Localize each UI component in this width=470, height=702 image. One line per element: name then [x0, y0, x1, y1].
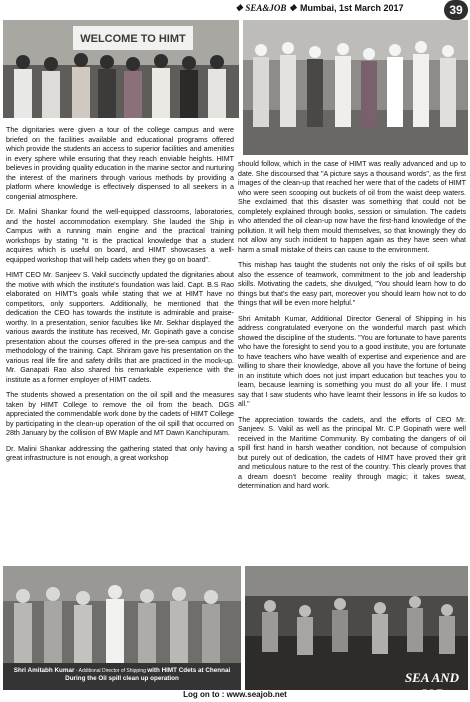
paragraph: The dignitaries were given a tour of the college campus and were briefed on the facilities available and educational programs offered which provide the students an access to superior facilities and amenities in every sphere while ensuring that they reach enviable heights. HIMT believes in providing quality education in the marine sector and nurturing the interest of the mariners through various methods by providing a platform where knowledge is effectively dispensed to all seekers in a congenial atmosphere. — [6, 126, 234, 201]
paragraph: HIMT CEO Mr. Sanjeev S. Vakil succinctly updated the dignitaries about the motive with which the institute's foundation was laid. Capt. B.S Rao elaborated on HIMT's goals while stating that we at HIMT have no competitors, only supporters. Additionally, he mentioned that the dedication the CEO has towards the institute is admirable and praise-worthy. In a presentation, senior faculties like Mr. Sekhar displayed the various awards the institute has received, Mr. Gopinath gave a concise presentation about the courses offered in the pre-sea campus and the methodology of the training. Capt. Shriram gave his presentation on the various real life fire and safety drills that are practiced in the mock-up. Mr. Ganapati Rao also shared his remarkable experience with the institute as a former employer of HIMT cadets. — [6, 271, 234, 384]
paragraph: The students showed a presentation on the oil spill and the measures taken by HIMT College to remove the oil from the beach. DGS appreciated the commendable work done by the cadets of HIMT College by participating in the clean-up operation of the oil spill that occurred on 28th January by the collision of BW Maple and MT Dawn Kanchipuram. — [6, 391, 234, 437]
page-header — [0, 0, 470, 20]
paragraph: Dr. Malini Shankar found the well-equipped classrooms, laboratories, and the hostel accommodation exemplary. She lauded the Ship in Campus with a running main engine and the practical training workshops by stating "It is the practical knowledge that a student acquires which is useful on board, and HIMT showcases a well-equipped workshop that will help cadets when they go on board". — [6, 208, 234, 264]
photo-caption — [4, 667, 240, 691]
article-column-1 — [6, 126, 234, 470]
caption-text: with HIMT Cdets at Chennai — [147, 667, 231, 674]
caption-name: Shri Amitabh Kumar — [13, 667, 75, 674]
banner-text: WELCOME TO HIMT — [80, 33, 186, 45]
paragraph: The appreciation towards the cadets, and the efforts of CEO Mr. Sanjeev. S. Vakil as well as the principal Mr. C.P Gopinath were well received in the Maritime Community. By combating the dangers of oil spill first hand in harsh weather condition, not because of compulsion but purely out of dedication, the cadets of HIMT have proved their grit and meticulous nature to the rest of the country. This clearly proves that a dream doesn't become reality through magic; it takes sweat, determination and hard work. — [238, 415, 466, 490]
footer-url[interactable]: Log on to : www.seajob.net — [183, 690, 287, 699]
brand-logo: SEA AND JOB — [404, 670, 460, 701]
publication-logo: ❖ SEA&JOB ❖ — [235, 3, 297, 13]
page-number-badge: 39 — [444, 0, 468, 20]
paragraph: Shri Amitabh Kumar, Additional Director General of Shipping in his address congratulated everyone on the wonderful march past which showed the discipline of the students. "You are fortunate to have parents who have the foresight to send you to a good institute, you are fortunate to have teachers who have wealth of expertise and experience and are willing to share their knowledge, above all you have the fortune of being in an institute which does not just impart education but teaches you to learn, because learning is something you must do all your life. I must say that I saw students who have learnt their lessons in life so kudos to all." — [238, 314, 466, 408]
caption-line-2: During the Oil spill clean up operation — [65, 675, 179, 682]
article-column-2 — [238, 160, 466, 498]
caption-role: - Additional Director of Shipping — [74, 668, 148, 674]
photo-campus-tour — [243, 20, 468, 155]
issue-date: Mumbai, 1st March 2017 — [300, 3, 404, 13]
paragraph: Dr. Malini Shankar addressing the gathering stated that only having a great infrastructure is not enough, a great workshop — [6, 444, 234, 462]
photo-dignitaries-group — [3, 20, 239, 118]
paragraph: should follow, which in the case of HIMT was really advanced and up to date. She discoursed that "A picture says a thousand words", as the first images of the clean-up that reached her were that of the cadets of HIMT who were seen scooping out buckets of oil from the waist deep waters. She exclaimed that this disaster was something that could not be completely explained through books, session or simulation. The cadets who attended the oil clean-up now have the first-hand knowledge of the pollution. It will help them mould themselves, so that knowingly they do not allow any such incident to happen again as they have seen what harm a small mistake of theirs can cause to the environment. — [238, 160, 466, 254]
paragraph: This mishap has taught the students not only the risks of oil spills but also the essence of teamwork, commitment to the job and leadership skills. Motivating the cadets, she divulged, "You should learn how to do things but that's the easy part, moreover you should learn how not to do things that will be even more helpful." — [238, 261, 466, 307]
